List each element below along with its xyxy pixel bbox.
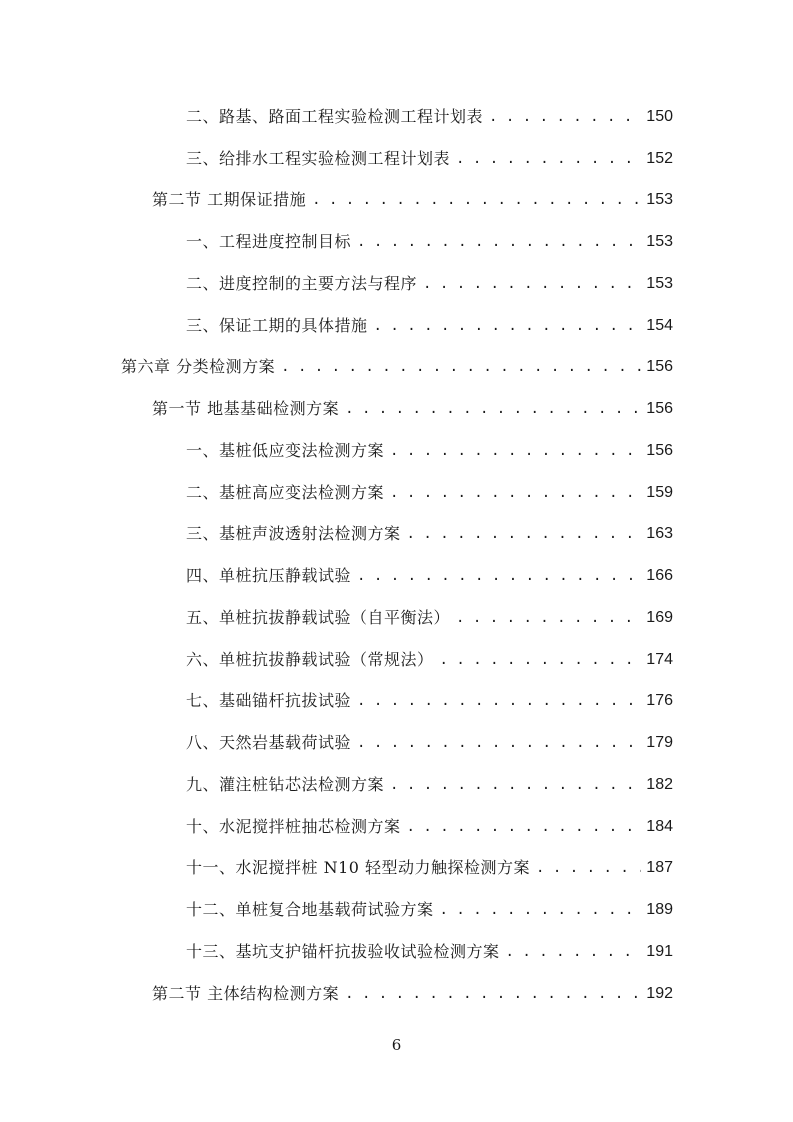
toc-entry-page: 152 bbox=[646, 149, 673, 167]
toc-entry[interactable] bbox=[0, 138, 793, 180]
toc-entry-page: 154 bbox=[646, 316, 673, 334]
toc-dot-leader bbox=[440, 650, 641, 670]
toc-entry-title: 第二节 主体结构检测方案 bbox=[152, 983, 340, 1003]
toc-entry-page: 153 bbox=[646, 233, 673, 251]
toc-dot-leader bbox=[456, 149, 641, 169]
toc-dot-leader bbox=[390, 775, 641, 795]
toc-entry[interactable] bbox=[0, 305, 793, 347]
toc-entry-page: 182 bbox=[646, 775, 673, 793]
toc-entry-title: 三、基桩声波透射法检测方案 bbox=[186, 524, 401, 544]
toc-entry[interactable] bbox=[0, 681, 793, 723]
toc-entry-title: 八、天然岩基载荷试验 bbox=[186, 733, 352, 753]
toc-entry-page: 176 bbox=[646, 692, 673, 710]
toc-entry-title: 第一节 地基基础检测方案 bbox=[152, 399, 340, 419]
toc-entry-page: 163 bbox=[646, 525, 673, 543]
toc-entry-page: 187 bbox=[646, 859, 673, 877]
toc-entry[interactable] bbox=[0, 514, 793, 556]
toc-entry-title: 七、基础锚杆抗拔试验 bbox=[186, 691, 352, 711]
toc-entry[interactable] bbox=[0, 180, 793, 222]
toc-entry-page: 159 bbox=[646, 483, 673, 501]
toc-entry[interactable] bbox=[0, 597, 793, 639]
toc-entry-title: 二、基桩高应变法检测方案 bbox=[186, 482, 385, 502]
toc-dot-leader bbox=[357, 232, 641, 252]
toc-entry-title: 二、路基、路面工程实验检测工程计划表 bbox=[186, 106, 484, 126]
toc-entry[interactable] bbox=[0, 764, 793, 806]
toc-entry-title: 三、给排水工程实验检测工程计划表 bbox=[186, 148, 451, 168]
toc-dot-leader bbox=[357, 733, 641, 753]
toc-dot-leader bbox=[357, 691, 641, 711]
toc-dot-leader bbox=[456, 608, 641, 628]
toc-entry[interactable] bbox=[0, 639, 793, 681]
toc-entry[interactable] bbox=[0, 347, 793, 389]
toc-dot-leader bbox=[281, 357, 641, 377]
toc-dot-leader bbox=[312, 190, 641, 210]
toc-entry[interactable] bbox=[0, 96, 793, 138]
toc-dot-leader bbox=[489, 107, 641, 127]
toc-entry[interactable] bbox=[0, 889, 793, 931]
toc-dot-leader bbox=[423, 274, 641, 294]
toc-entry[interactable] bbox=[0, 555, 793, 597]
toc-entry-title: 十、水泥搅拌桩抽芯检测方案 bbox=[186, 816, 401, 836]
toc-entry[interactable] bbox=[0, 472, 793, 514]
toc-entry-page: 174 bbox=[646, 650, 673, 668]
toc-entry-page: 184 bbox=[646, 817, 673, 835]
toc-dot-leader bbox=[506, 942, 641, 962]
toc-entry[interactable] bbox=[0, 430, 793, 472]
toc-entry-page: 166 bbox=[646, 567, 673, 585]
toc-entry-page: 179 bbox=[646, 734, 673, 752]
toc-entry-page: 191 bbox=[646, 942, 673, 960]
toc-dot-leader bbox=[407, 817, 641, 837]
toc-dot-leader bbox=[536, 858, 641, 878]
toc-entry-page: 169 bbox=[646, 608, 673, 626]
toc-entry-title: 四、单桩抗压静载试验 bbox=[186, 566, 352, 586]
toc-dot-leader bbox=[345, 399, 641, 419]
toc-entry[interactable] bbox=[0, 388, 793, 430]
toc-entry[interactable] bbox=[0, 221, 793, 263]
toc-entry-title: 一、基桩低应变法检测方案 bbox=[186, 440, 385, 460]
toc-entry-page: 156 bbox=[646, 358, 673, 376]
toc-entry-page: 150 bbox=[646, 107, 673, 125]
toc-entry[interactable] bbox=[0, 806, 793, 848]
toc-entry-title: 六、单桩抗拔静载试验（常规法） bbox=[186, 649, 434, 669]
toc-entry-title: 五、单桩抗拔静载试验（自平衡法） bbox=[186, 607, 451, 627]
page-number: 6 bbox=[391, 1036, 402, 1054]
toc-entry-title: 十二、单桩复合地基载荷试验方案 bbox=[186, 900, 434, 920]
toc-dot-leader bbox=[374, 316, 641, 336]
toc-entry-title: 一、工程进度控制目标 bbox=[186, 232, 352, 252]
toc-entry-page: 153 bbox=[646, 274, 673, 292]
toc-entry-title: 三、保证工期的具体措施 bbox=[186, 315, 368, 335]
toc-entry[interactable] bbox=[0, 722, 793, 764]
toc-entry-title: 第六章 分类检测方案 bbox=[121, 357, 276, 377]
toc-dot-leader bbox=[390, 441, 641, 461]
toc-entry[interactable] bbox=[0, 931, 793, 973]
toc-entry-page: 189 bbox=[646, 901, 673, 919]
toc-entry[interactable] bbox=[0, 973, 793, 1015]
toc-dot-leader bbox=[390, 483, 641, 503]
toc-entry-page: 153 bbox=[646, 191, 673, 209]
table-of-contents bbox=[0, 96, 793, 1015]
toc-entry[interactable] bbox=[0, 848, 793, 890]
toc-entry-page: 192 bbox=[646, 984, 673, 1002]
toc-dot-leader bbox=[440, 900, 641, 920]
toc-dot-leader bbox=[345, 984, 641, 1004]
toc-entry-title: 第二节 工期保证措施 bbox=[152, 190, 307, 210]
toc-dot-leader bbox=[357, 566, 641, 586]
toc-dot-leader bbox=[407, 524, 641, 544]
toc-entry-page: 156 bbox=[646, 400, 673, 418]
toc-entry-page: 156 bbox=[646, 441, 673, 459]
toc-entry-title: 十一、水泥搅拌桩 N10 轻型动力触探检测方案 bbox=[186, 858, 531, 878]
toc-entry-title: 十三、基坑支护锚杆抗拔验收试验检测方案 bbox=[186, 941, 500, 961]
toc-entry[interactable] bbox=[0, 263, 793, 305]
toc-entry-title: 二、进度控制的主要方法与程序 bbox=[186, 273, 418, 293]
toc-entry-title: 九、灌注桩钻芯法检测方案 bbox=[186, 774, 385, 794]
